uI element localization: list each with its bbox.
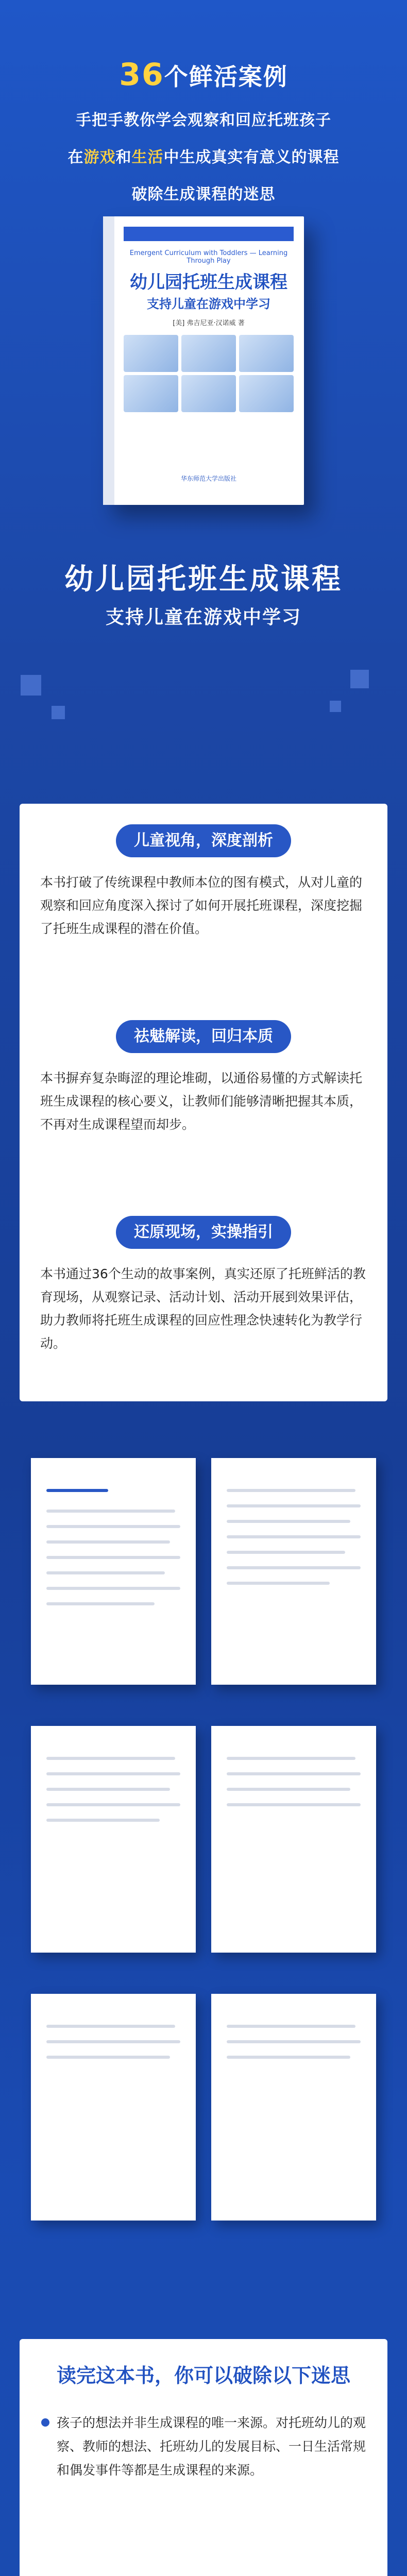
hero-line-2 [0, 144, 407, 167]
section-pill-2: 祛魅解读，回归本质 [116, 1020, 291, 1053]
decor-square [52, 706, 65, 719]
features-card [20, 804, 387, 1401]
hero-section [0, 0, 407, 762]
case-count-heading [0, 57, 407, 93]
hero-line-2-highlight-a: 游戏 [83, 148, 116, 166]
section-text-3: 本书通过36个生动的故事案例，真实还原了托班鲜活的教育现场，从观察记录、活动计划、活动开展到效果评估，助力教师将托班生成课程的回应性理念快速转化为教学行动。 [40, 1266, 366, 1351]
hero-subtitle: 支持儿童在游戏中学习 [105, 607, 301, 628]
section-pill-1: 儿童视角，深度剖析 [116, 824, 291, 857]
book-subtitle: 支持儿童在游戏中学习 [147, 297, 270, 311]
sample-page [31, 1726, 196, 1953]
myth-item [42, 2411, 367, 2482]
hero-line-3: 破除生成课程的迷思 [131, 185, 276, 204]
decor-square [21, 675, 41, 696]
sample-page [211, 1458, 376, 1685]
hero-line-2-highlight-b: 生活 [131, 148, 164, 166]
myths-card [20, 2339, 387, 2576]
section-text-2: 本书摒弃复杂晦涩的理论堆砌，以通俗易懂的方式解读托班生成课程的核心要义，让教师们能够清晰把握其本质，不再对生成课程望而却步。 [40, 1071, 363, 1132]
hero-line-2-post: 中生成真实有意义的课程 [163, 148, 340, 166]
book-photo [124, 335, 178, 372]
book-author: [美] 弗吉尼亚·汉诺威 著 [173, 319, 245, 327]
section-text-1: 本书打破了传统课程中教师本位的图有模式，从对儿童的观察和回应角度深入探讨了如何开展托班课程，深度挖掘了托班生成课程的潜在价值。 [40, 875, 363, 936]
book-photo-grid [124, 335, 294, 412]
sample-page [211, 1994, 376, 2221]
book-photo [124, 375, 178, 412]
book-photo [181, 375, 236, 412]
book-photo [239, 375, 294, 412]
book-header-strip [124, 227, 294, 241]
hero-title: 幼儿园托班生成课程 [64, 563, 343, 596]
book-cover [103, 216, 304, 505]
book-title: 幼儿园托班生成课程 [130, 272, 287, 293]
decor-square [350, 670, 369, 688]
section-pill-3: 还原现场，实操指引 [116, 1216, 291, 1249]
sample-pages [0, 1437, 407, 2324]
book-spine [103, 216, 114, 505]
book-photo [181, 335, 236, 372]
sample-page [31, 1994, 196, 2221]
hero-line-2-mid: 和 [115, 148, 132, 166]
hero-line-2-pre: 在 [67, 148, 84, 166]
myths-title: 读完这本书，你可以破除以下迷思 [56, 2364, 350, 2387]
decor-square [330, 701, 341, 712]
book-photo [239, 335, 294, 372]
case-count-suffix: 个鲜活案例 [164, 63, 288, 91]
bullet-dot-icon [41, 2418, 49, 2427]
sample-page [211, 1726, 376, 1953]
book-english-title: Emergent Curriculum with Toddlers — Learning Through Play [129, 249, 288, 265]
hero-heading [0, 57, 407, 204]
book-publisher: 华东师范大学出版社 [180, 475, 236, 482]
myth-text-1: 孩子的想法并非生成课程的唯一来源。对托班幼儿的观察、教师的想法、托班幼儿的发展目标、一日生活常规和偶发事件等都是生成课程的来源。 [57, 2415, 366, 2478]
hero-line-1: 手把手教你学会观察和回应托班孩子 [76, 111, 331, 129]
sample-page [31, 1458, 196, 1685]
case-count: 36 [119, 57, 164, 93]
